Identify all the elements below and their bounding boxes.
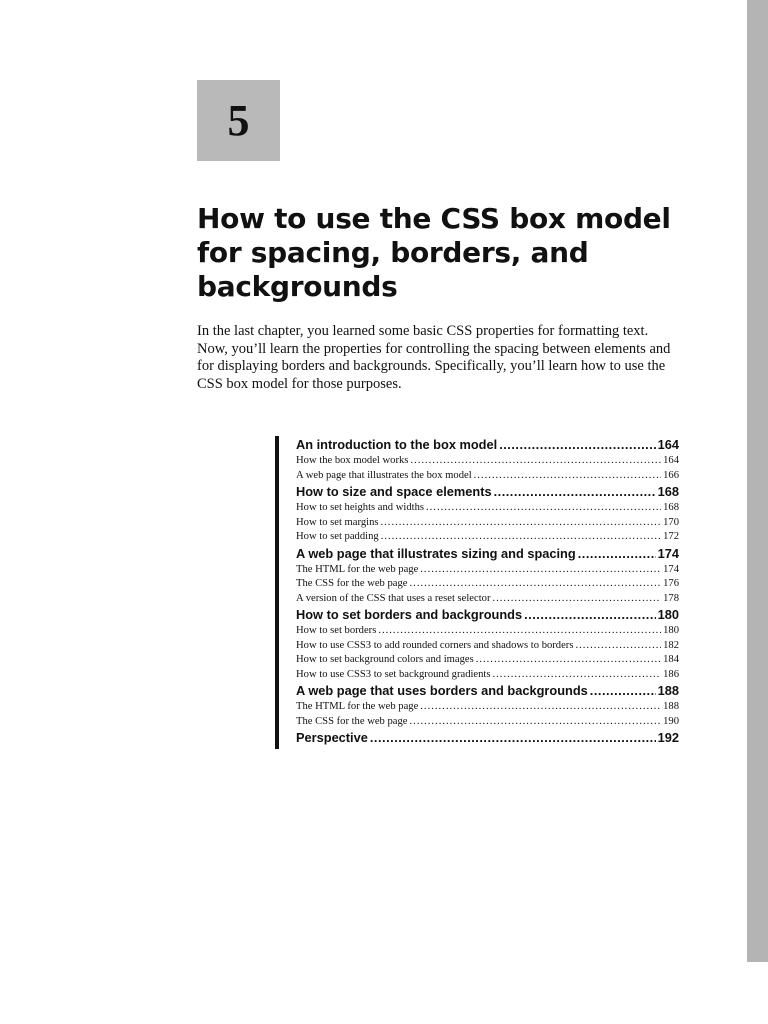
toc-entry-title: How the box model works [296, 455, 409, 466]
toc-page-number: 168 [663, 502, 679, 513]
toc-dot-leader [493, 668, 662, 683]
toc-section [296, 682, 679, 729]
toc-entry [296, 592, 679, 607]
toc-section-title: How to set borders and backgrounds [296, 607, 523, 622]
toc-section-heading [296, 545, 679, 563]
toc-dot-leader [410, 715, 662, 730]
toc-dot-leader [426, 501, 661, 516]
toc-entry [296, 454, 679, 469]
chapter-title: How to use the CSS box model for spacing, borders, and backgrounds [197, 202, 671, 303]
toc-entry [296, 624, 679, 639]
chapter-number: 5 [227, 95, 250, 145]
toc-dot-leader [494, 483, 656, 501]
toc-dot-leader [378, 624, 661, 639]
toc-section-title: A web page that illustrates sizing and spacing [296, 545, 576, 561]
chapter-number-box [197, 80, 280, 161]
toc-entry-title: How to set borders [296, 625, 377, 636]
toc-section [296, 729, 679, 747]
toc-entry [296, 639, 679, 654]
toc-dot-leader [420, 700, 661, 715]
toc-dot-leader [474, 469, 661, 484]
toc-page-number: 174 [663, 563, 679, 575]
table-of-contents [275, 436, 679, 749]
toc-page-number: 164 [657, 437, 679, 452]
toc-entry [296, 577, 679, 592]
toc-entry-title: The HTML for the web page [296, 563, 419, 575]
toc-dot-leader [578, 545, 656, 563]
toc-entry-title: How to use CSS3 to set background gradients [296, 668, 491, 680]
toc-page-number: 176 [663, 578, 679, 589]
toc-section-title: Perspective [296, 730, 368, 745]
toc-page-number: 174 [657, 545, 679, 561]
toc-section [296, 483, 679, 545]
toc-entry [296, 563, 679, 578]
toc-page-number: 180 [657, 607, 679, 622]
toc-entry-title: How to use CSS3 to add rounded corners and shadows to borders [296, 639, 574, 651]
toc-section-heading [296, 682, 679, 700]
toc-page-number: 180 [663, 625, 679, 636]
chapter-intro: In the last chapter, you learned some basic CSS properties for formatting text. Now, you’ll learn the properties for controlling the spacing between elements and for displaying borders and backgrounds. Specifically, you’ll learn how to use the CSS box model for those purposes. [197, 323, 671, 392]
toc-section-heading [296, 729, 679, 747]
toc-page-number: 182 [663, 639, 679, 651]
toc-dot-leader [381, 516, 662, 531]
toc-entry-title: The CSS for the web page [296, 578, 408, 589]
toc-dot-leader [524, 606, 656, 624]
toc-dot-leader [381, 530, 661, 545]
toc-entry [296, 469, 679, 484]
toc-entry [296, 668, 679, 683]
toc-page-number: 172 [663, 531, 679, 542]
toc-dot-leader [476, 653, 661, 668]
toc-entry [296, 700, 679, 715]
toc-entry [296, 715, 679, 730]
toc-entry-title: How to set padding [296, 531, 379, 542]
toc-page-number: 168 [657, 484, 679, 499]
page-edge-bar [747, 0, 768, 962]
toc-page-number: 192 [657, 730, 679, 745]
toc-section [296, 545, 679, 607]
toc-dot-leader [590, 682, 656, 700]
toc-dot-leader [410, 577, 662, 592]
toc-page-number: 184 [663, 654, 679, 665]
toc-page-number: 166 [663, 469, 679, 481]
toc-entry-title: The CSS for the web page [296, 715, 408, 727]
toc-dot-leader [370, 729, 656, 747]
toc-dot-leader [420, 563, 661, 578]
toc-page-number: 188 [657, 683, 679, 698]
toc-entry-title: How to set heights and widths [296, 502, 424, 513]
toc-entry-title: How to set background colors and images [296, 654, 474, 665]
toc-page-number: 188 [663, 701, 679, 712]
toc-page-number: 170 [663, 516, 679, 528]
toc-section [296, 606, 679, 682]
toc-section-title: A web page that uses borders and backgrounds [296, 683, 588, 698]
toc-dot-leader [575, 639, 661, 654]
toc-entry-title: A version of the CSS that uses a reset selector [296, 592, 491, 604]
toc-entry [296, 501, 679, 516]
toc-entry [296, 516, 679, 531]
toc-dot-leader [410, 454, 661, 469]
toc-section-heading [296, 436, 679, 454]
toc-page-number: 190 [663, 715, 679, 727]
toc-page-number: 164 [663, 455, 679, 466]
toc-entry [296, 530, 679, 545]
toc-dot-leader [492, 592, 661, 607]
toc-page-number: 178 [663, 592, 679, 604]
toc-section [296, 436, 679, 483]
toc-entry-title: A web page that illustrates the box model [296, 469, 472, 481]
toc-section-title: How to size and space elements [296, 484, 492, 499]
toc-section-heading [296, 483, 679, 501]
toc-page-number: 186 [663, 668, 679, 680]
toc-section-title: An introduction to the box model [296, 437, 498, 452]
toc-section-heading [296, 606, 679, 624]
toc-entry-title: The HTML for the web page [296, 701, 419, 712]
toc-dot-leader [499, 436, 655, 454]
toc-entry-title: How to set margins [296, 516, 379, 528]
toc-entry [296, 653, 679, 668]
